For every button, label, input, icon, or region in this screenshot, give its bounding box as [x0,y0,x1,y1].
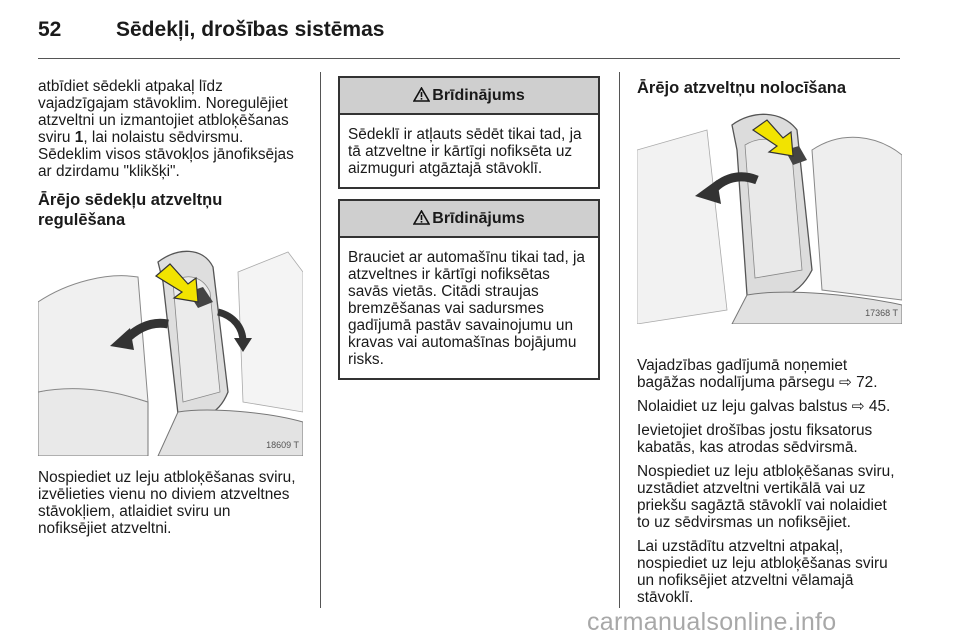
text-line: Vajadzības gadījumā noņemiet [637,357,848,374]
page-number: 52 [38,18,62,41]
warning-box-2 [338,199,600,380]
paragraph-remove-cover [637,357,907,391]
warning-box-1 [338,76,600,189]
seat-illustration [38,242,303,456]
text-line: un nofiksējiet atzveltni vēlamajā [637,572,854,589]
text-line: savās vietās. Citādi straujas [348,283,539,300]
text-line: stāvoklī. [637,589,694,606]
text-line: aizmuguri atgāztajā stāvoklī. [348,160,543,177]
paragraph-headrests [637,398,907,415]
warning-title: Brīdinājums [432,87,525,104]
text-line: Lai uzstādītu atzveltni atpakaļ, [637,538,844,555]
middle-column [338,76,600,380]
paragraph-fold-instructions [637,463,907,531]
text-line: Sēdeklim visos stāvokļos jānofiksējas [38,146,294,163]
warning-header [340,201,598,238]
section-heading-backrest-fold: Ārējo atzveltņu nolocīšana [637,79,847,97]
text-line: vajadzīgajam stāvoklim. Noregulējiet [38,95,288,112]
text-line: stāvokļiem, atlaidiet sviru un [38,503,231,520]
heading-line: Ārējo sēdekļu atzveltņu [38,191,223,209]
text-line: ar dzirdamu "klikšķi". [38,163,180,180]
text-line: uzstādiet atzveltni vertikālā vai uz [637,480,866,497]
right-column [637,78,907,613]
page-ref-arrow-icon: ⇨ [851,398,869,415]
text-line: nospiediet uz leju atbloķēšanas sviru [637,555,888,572]
page-reference[interactable]: 45. [868,398,891,415]
warning-triangle-icon [413,87,430,102]
text-line: atzveltni un izmantojiet atbloķēšanas [38,112,289,129]
text-line: risks. [348,351,384,368]
warning-body [340,115,598,187]
text-line: Brauciet ar automašīnu tikai tad, ja [348,249,585,266]
page-reference[interactable]: 72. [856,374,878,391]
paragraph-belt-buckles [637,422,907,456]
warning-triangle-icon [413,210,430,225]
text-line: bagāžas nodalījuma pārsegu [637,374,839,391]
figure-number: 17368 T [865,308,898,318]
text-line: Nolaidiet uz leju galvas balstus [637,398,852,415]
text-line: izvēlieties vienu no diviem atzveltnes [38,486,290,503]
text-line: , lai nolaistu sēdvirsmu. [83,129,244,146]
page-ref-arrow-icon: ⇨ [838,374,857,391]
page-title: Sēdekļi, drošības sistēmas [116,18,385,41]
text-line: Nospiediet uz leju atbloķēšanas sviru, [38,469,296,486]
text-line: atbīdiet sēdekli atpakaļ līdz [38,78,223,95]
text-line: kravas vai automašīnas bojājumu [348,334,577,351]
text-line: tā atzveltne ir kārtīgi nofiksēta uz [348,143,573,160]
left-column [38,78,308,544]
text-line: to uz sēdvirsmas un nofiksējiet. [637,514,851,531]
figure-backrest-fold [637,110,902,324]
instruction-paragraph [38,469,308,537]
column-divider-right [619,72,620,608]
section-heading-backrest-adjust [38,190,308,230]
text-line: kabatās, kas atrodas sēdvirsmā. [637,439,858,456]
text-line: bremzēšanas vai sadursmes [348,300,544,317]
figure-number: 18609 T [266,440,299,450]
text-line: Ievietojiet drošības jostu fiksatorus [637,422,873,439]
column-divider-left [320,72,321,608]
text-line: priekšu sagāztā stāvoklī vai nolaidiet [637,497,887,514]
text-line: Sēdeklī ir atļauts sēdēt tikai tad, ja [348,126,582,143]
text-line: Nospiediet uz leju atbloķēšanas sviru, [637,463,895,480]
header-rule [38,58,900,59]
text-line: atzveltnes ir kārtīgi nofiksētas [348,266,550,283]
page-header [38,18,384,42]
figure-backrest-adjust [38,242,303,456]
paragraph-return-backrest [637,538,907,606]
text-line: sviru [38,129,75,146]
lever-number: 1 [74,129,84,146]
warning-body [340,238,598,378]
heading-line: regulēšana [38,211,126,229]
text-line: nofiksējiet atzveltni. [38,520,172,537]
watermark: carmanualsonline.info [587,608,837,636]
warning-title: Brīdinājums [432,210,525,227]
intro-paragraph [38,78,308,180]
warning-header [340,78,598,115]
text-line: gadījumā pastāv savainojumu un [348,317,574,334]
seat-fold-illustration [637,110,902,324]
